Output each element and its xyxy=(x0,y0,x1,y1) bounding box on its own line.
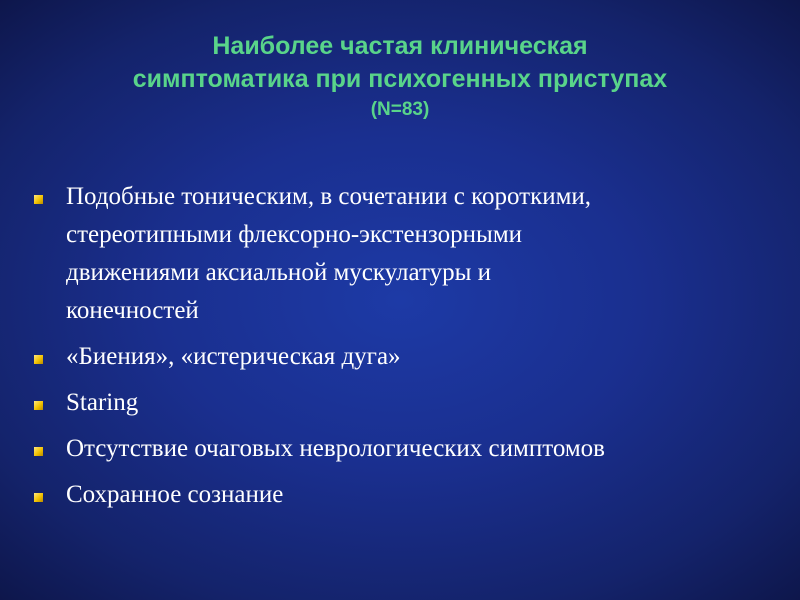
bullet-item-preserved-consciousness xyxy=(32,476,772,514)
bullet-text: Отсутствие очаговых неврологических симптомов xyxy=(66,435,605,462)
square-bullet-icon xyxy=(34,447,43,456)
slide-title-sample-size: (N=83) xyxy=(370,99,430,120)
square-bullet-icon xyxy=(34,195,43,204)
bullet-text: конечностей xyxy=(66,297,199,324)
bullet-item-hysterical-arc xyxy=(32,338,772,376)
square-bullet-icon xyxy=(34,493,43,502)
bullet-text: «Биения», «истерическая дуга» xyxy=(66,343,401,370)
slide-title xyxy=(40,30,760,124)
bullet-item-no-focal-symptoms xyxy=(32,430,772,468)
bullet-text: стереотипными флексорно-экстензорными xyxy=(66,221,523,248)
slide-title-line: симптоматика при психогенных приступах xyxy=(132,65,668,93)
bullet-text: движениями аксиальной мускулатуры и xyxy=(66,259,491,286)
bullet-list xyxy=(32,178,772,522)
square-bullet-icon xyxy=(34,355,43,364)
slide-title-line: Наиболее частая клиническая xyxy=(212,32,588,60)
bullet-text: Staring xyxy=(66,389,139,416)
bullet-item-staring xyxy=(32,384,772,422)
bullet-text: Сохранное сознание xyxy=(66,481,284,508)
bullet-item-tonic-movements xyxy=(32,178,772,330)
square-bullet-icon xyxy=(34,401,43,410)
bullet-text: Подобные тоническим, в сочетании с короткими, xyxy=(66,183,592,210)
